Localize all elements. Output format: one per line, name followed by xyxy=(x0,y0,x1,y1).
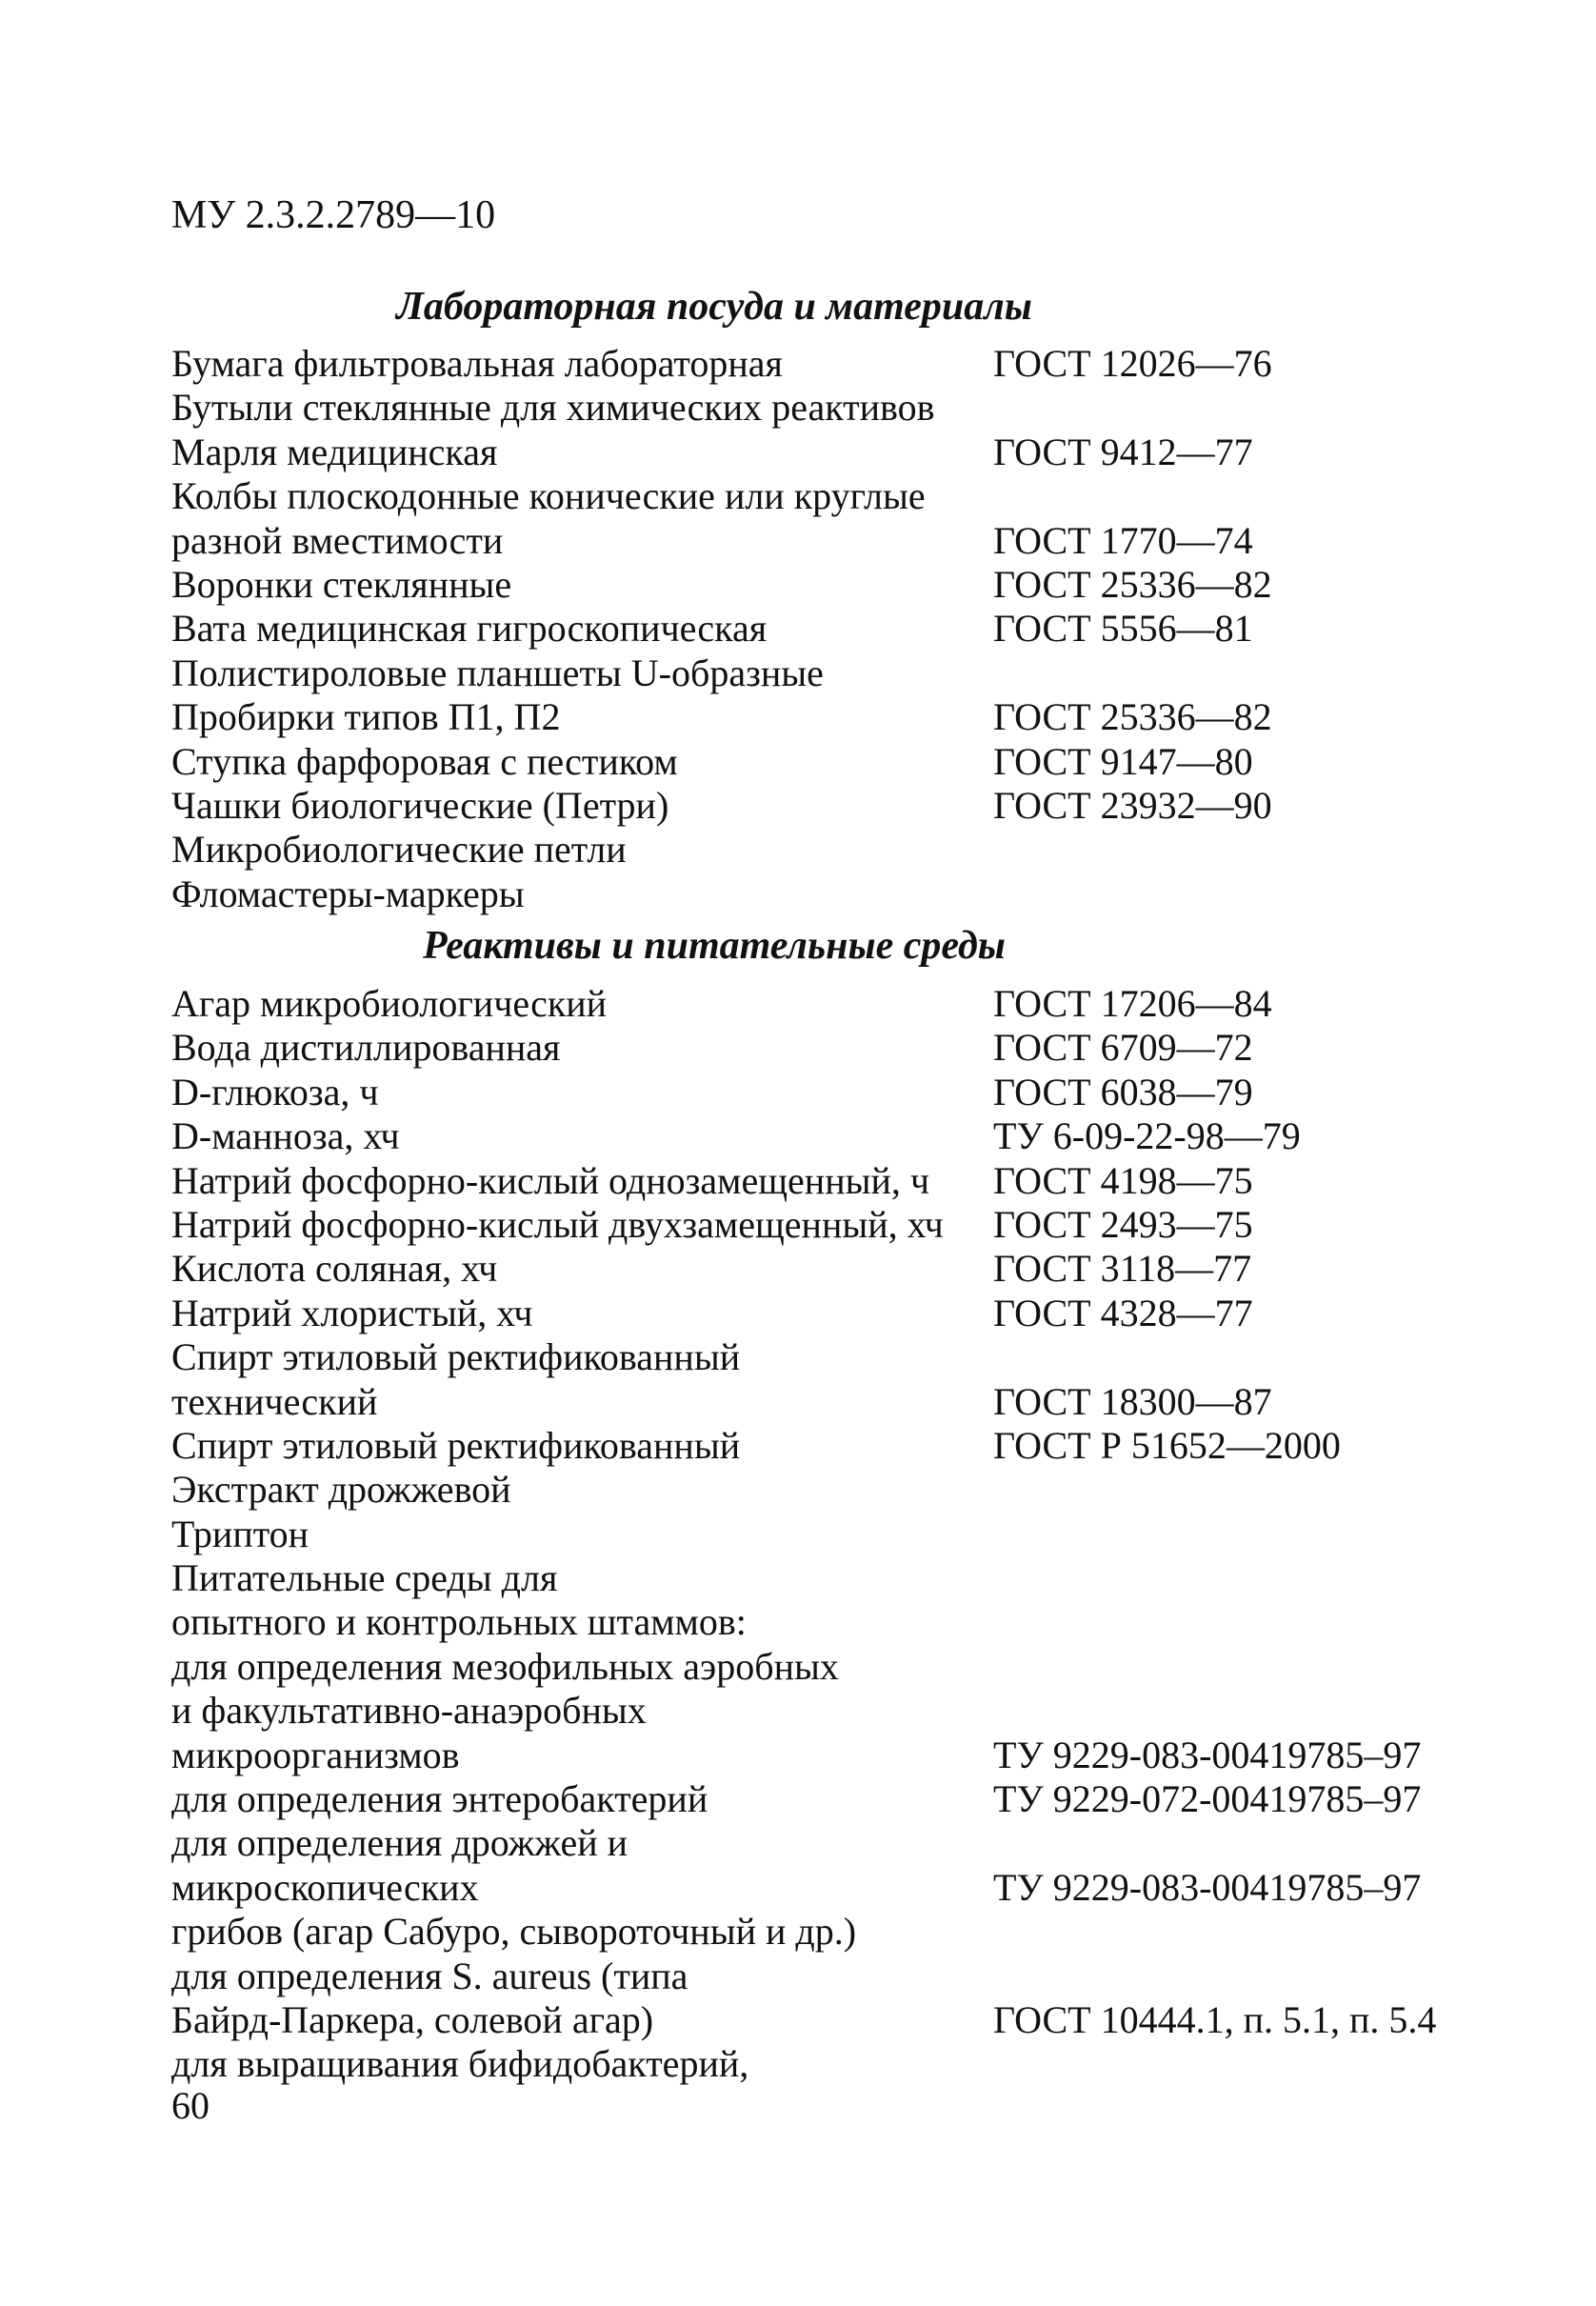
item-name: для определения мезофильных аэробных xyxy=(171,1644,839,1688)
reagents-list xyxy=(171,982,1466,2087)
list-item xyxy=(171,1734,1466,1777)
item-name: для определения энтеробактерий xyxy=(171,1777,708,1821)
item-name: Спирт этиловый ректификованный xyxy=(171,1423,741,1467)
item-standard: ГОСТ 25336—82 xyxy=(993,695,1272,739)
list-item xyxy=(171,519,1466,563)
item-standard: ГОСТ 10444.1, п. 5.1, п. 5.4 xyxy=(993,1997,1437,2041)
item-standard: ГОСТ 9147—80 xyxy=(993,739,1253,783)
item-name: Питательные среды для xyxy=(171,1556,558,1600)
item-name: для выращивания бифидобактерий, xyxy=(171,2042,749,2086)
list-item xyxy=(171,1026,1466,1070)
item-name: D-манноза, хч xyxy=(171,1114,400,1158)
item-name: технический xyxy=(171,1379,378,1423)
list-item xyxy=(171,1910,1466,1954)
page-number: 60 xyxy=(171,2084,209,2127)
list-item xyxy=(171,1600,1466,1644)
item-name: Колбы плоскодонные конические или круглые xyxy=(171,474,926,518)
item-name: D-глюкоза, ч xyxy=(171,1070,379,1113)
item-name: микроскопических xyxy=(171,1865,479,1909)
list-item xyxy=(171,474,1466,518)
list-item xyxy=(171,1071,1466,1114)
list-item xyxy=(171,1556,1466,1600)
item-name: Натрий хлористый, хч xyxy=(171,1291,533,1334)
item-name: микроорганизмов xyxy=(171,1733,460,1776)
list-item xyxy=(171,872,1466,916)
document-code: МУ 2.3.2.2789—10 xyxy=(171,193,496,237)
list-item xyxy=(171,1247,1466,1291)
item-name: Фломастеры-маркеры xyxy=(171,872,525,915)
list-item xyxy=(171,1513,1466,1556)
item-standard: ГОСТ 6038—79 xyxy=(993,1070,1253,1113)
list-item xyxy=(171,1424,1466,1468)
list-item xyxy=(171,1292,1466,1335)
list-item xyxy=(171,982,1466,1026)
list-item xyxy=(171,1203,1466,1247)
item-standard: ГОСТ 4198—75 xyxy=(993,1158,1253,1202)
list-item xyxy=(171,1777,1466,1821)
list-item xyxy=(171,1955,1466,1998)
list-item xyxy=(171,431,1466,474)
list-item xyxy=(171,1335,1466,1379)
item-standard: ГОСТ 4328—77 xyxy=(993,1291,1253,1334)
item-name: Экстракт дрожжевой xyxy=(171,1468,511,1512)
list-item xyxy=(171,1468,1466,1512)
item-standard: ГОСТ 25336—82 xyxy=(993,562,1272,606)
item-name: Ступка фарфоровая с пестиком xyxy=(171,739,678,783)
item-standard: ТУ 6-09-22-98—79 xyxy=(993,1114,1301,1158)
list-item xyxy=(171,828,1466,872)
item-name: для определения S. aureus (типа xyxy=(171,1954,688,1997)
item-name: Вода дистиллированная xyxy=(171,1026,561,1070)
list-item xyxy=(171,1114,1466,1158)
labware-list xyxy=(171,342,1466,916)
list-item xyxy=(171,740,1466,784)
list-item xyxy=(171,1380,1466,1424)
list-item xyxy=(171,1689,1466,1733)
item-standard: ГОСТ 6709—72 xyxy=(993,1026,1253,1070)
item-name: опытного и контрольных штаммов: xyxy=(171,1600,747,1644)
item-name: грибов (агар Сабуро, сывороточный и др.) xyxy=(171,1910,857,1954)
item-name: разной вместимости xyxy=(171,518,504,562)
item-name: Натрий фосфорно-кислый двухзамещенный, хч xyxy=(171,1202,944,1246)
item-standard: ГОСТ 1770—74 xyxy=(993,518,1253,562)
item-standard: ГОСТ 23932—90 xyxy=(993,783,1272,827)
item-name: Вата медицинская гигроскопическая xyxy=(171,607,768,651)
item-name: Марля медицинская xyxy=(171,430,498,473)
list-item xyxy=(171,1866,1466,1910)
item-name: Байрд-Паркера, солевой агар) xyxy=(171,1997,654,2041)
item-standard: ГОСТ Р 51652—2000 xyxy=(993,1423,1341,1467)
list-item xyxy=(171,563,1466,607)
list-item xyxy=(171,342,1466,386)
list-item xyxy=(171,1159,1466,1203)
item-standard: ГОСТ 17206—84 xyxy=(993,982,1272,1025)
item-name: Натрий фосфорно-кислый однозамещенный, ч xyxy=(171,1158,930,1202)
item-standard: ТУ 9229-083-00419785–97 xyxy=(993,1733,1422,1776)
item-name: для определения дрожжей и xyxy=(171,1821,628,1865)
item-name: Пробирки типов П1, П2 xyxy=(171,695,561,739)
list-item xyxy=(171,1998,1466,2042)
item-standard: ТУ 9229-083-00419785–97 xyxy=(993,1865,1422,1909)
item-name: Спирт этиловый ректификованный xyxy=(171,1335,741,1379)
item-standard: ГОСТ 18300—87 xyxy=(993,1379,1272,1423)
item-name: Агар микробиологический xyxy=(171,982,608,1025)
item-name: Чашки биологические (Петри) xyxy=(171,783,669,827)
item-standard: ГОСТ 12026—76 xyxy=(993,342,1272,385)
list-item xyxy=(171,2042,1466,2086)
item-name: Микробиологические петли xyxy=(171,828,627,872)
list-item xyxy=(171,1645,1466,1689)
section-title-labware: Лабораторная посуда и материалы xyxy=(396,285,1032,329)
list-item xyxy=(171,695,1466,739)
item-standard: ГОСТ 2493—75 xyxy=(993,1202,1253,1246)
section-title-reagents: Реактивы и питательные среды xyxy=(423,924,1006,968)
item-name: и факультативно-анаэробных xyxy=(171,1689,647,1733)
item-standard: ГОСТ 5556—81 xyxy=(993,607,1253,651)
item-standard: ГОСТ 9412—77 xyxy=(993,430,1253,473)
item-name: Бутыли стеклянные для химических реактивов xyxy=(171,386,935,430)
item-name: Воронки стеклянные xyxy=(171,562,512,606)
item-name: Бумага фильтровальная лабораторная xyxy=(171,342,783,385)
item-name: Триптон xyxy=(171,1512,309,1555)
list-item xyxy=(171,652,1466,695)
list-item xyxy=(171,1821,1466,1865)
item-standard: ГОСТ 3118—77 xyxy=(993,1247,1252,1291)
item-name: Кислота соляная, хч xyxy=(171,1247,498,1291)
list-item xyxy=(171,784,1466,828)
item-standard: ТУ 9229-072-00419785–97 xyxy=(993,1777,1422,1821)
item-name: Полистироловые планшеты U-образные xyxy=(171,651,824,694)
list-item xyxy=(171,386,1466,430)
list-item xyxy=(171,607,1466,651)
